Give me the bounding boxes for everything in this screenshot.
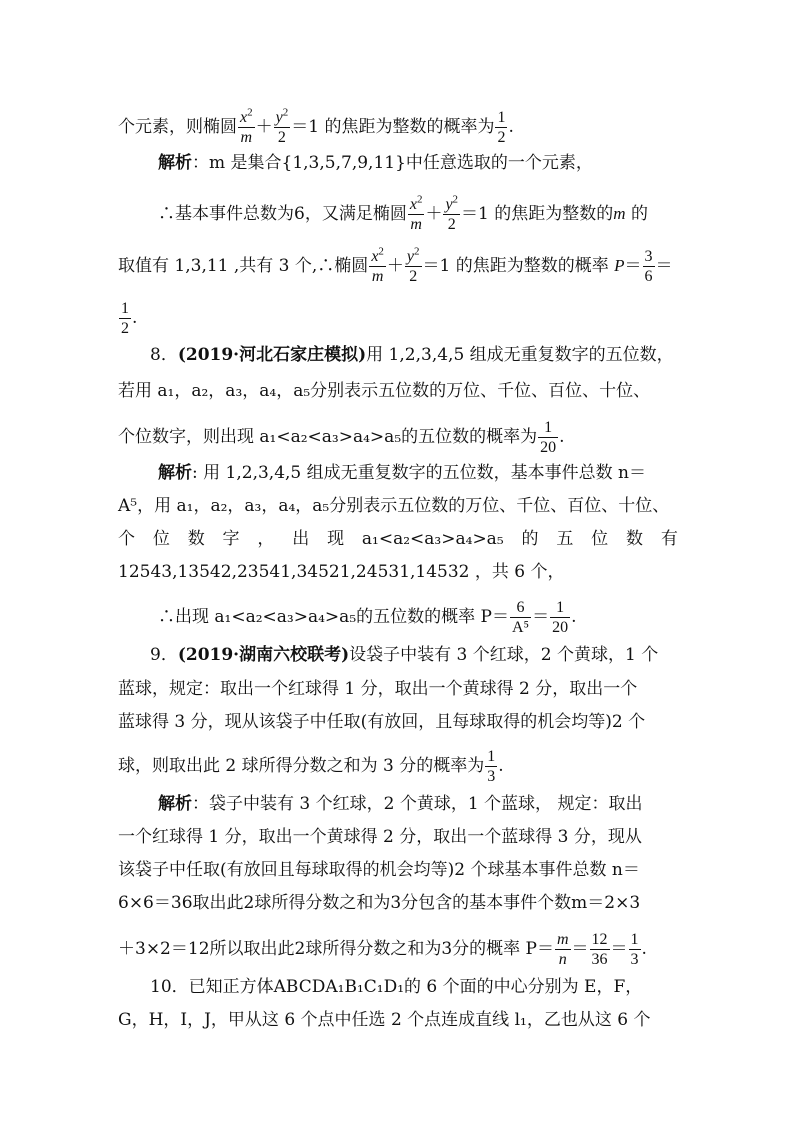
spread-word: 出 bbox=[292, 529, 310, 549]
p8-jiexi-line1: 解析: 用 1,2,3,4,5 组成无重复数字的五位数，基本事件总数 n＝ bbox=[158, 463, 646, 483]
spread-word: 位 bbox=[591, 529, 609, 549]
p7-jiexi-line3: 取值有 1,3,11 ,共有 3 个,∴椭圆 $\frac{x^2}{m}$ ＋ $\frac{y^2}{2}$ ＝1 的焦距为整数的概率 P＝ $\frac{3}{6}$ ＝ bbox=[118, 245, 673, 285]
p9-line3: 蓝球得 3 分，现从该袋子中任取(有放回，且每球取得的机会均等)2 个 bbox=[118, 712, 646, 732]
p9-jiexi-line2: 一个红球得 1 分，取出一个黄球得 2 分，取出一个蓝球得 3 分，现从 bbox=[118, 827, 642, 847]
ellipse-frac-y: $\frac{y^2}{2}$ bbox=[275, 106, 289, 146]
p8-jiexi-line2: A⁵，用 a₁，a₂，a₃，a₄，a₅分别表示五位数的万位、千位、百位、十位、 bbox=[118, 496, 670, 516]
p9-jiexi-line1: 解析：袋子中装有 3 个红球，2 个黄球，1 个蓝球， 规定：取出 bbox=[158, 794, 643, 814]
spread-word: 数 bbox=[626, 529, 644, 549]
spread-word: 字 bbox=[222, 529, 240, 549]
p7-answer: $\frac{1}{2}$ bbox=[497, 109, 506, 146]
spread-word: 位 bbox=[152, 529, 170, 549]
p8-line3: 个位数字，则出现 a₁<a₂<a₃>a₄>a₅的五位数的概率为 $\frac{1}{20}$ . bbox=[118, 419, 565, 456]
p9-jiexi-line3: 该袋子中任取(有放回且每球取得的机会均等)2 个球基本事件总数 n＝ bbox=[118, 860, 640, 880]
p9-line2: 蓝球，规定：取出一个红球得 1 分，取出一个黄球得 2 分，取出一个 bbox=[118, 679, 638, 699]
p8-jiexi-line5: ∴出现 a₁<a₂<a₃>a₄>a₅的五位数的概率 P＝ $\frac{6}{\text{A⁵}}$ ＝ $\frac{1}{20}$ . bbox=[158, 599, 577, 636]
p9-jiexi-line5: ＋3×2＝12所以取出此2球所得分数之和为3分的概率 P＝ $\frac{m}{n}$ ＝ $\frac{12}{36}$ ＝ $\frac{1}{3}$ . bbox=[118, 931, 647, 968]
p9-answer: $\frac{1}{3}$ bbox=[487, 748, 496, 785]
spread-word: 五 bbox=[556, 529, 574, 549]
p10-line2: G，H，I，J，甲从这 6 个点中任选 2 个点连成直线 l₁，乙也从这 6 个 bbox=[118, 1010, 651, 1030]
p7-jiexi-line2: ∴基本事件总数为6，又满足椭圆 $\frac{x^2}{m}$ ＋ $\frac{y^2}{2}$ ＝1 的焦距为整数的m 的 bbox=[158, 193, 648, 233]
p7-jiexi-line1: 解析：m 是集合{1,3,5,7,9,11}中任意选取的一个元素， bbox=[158, 153, 593, 173]
spread-word: ， bbox=[257, 529, 275, 549]
p8-line2: 若用 a₁，a₂，a₃，a₄，a₅分别表示五位数的万位、千位、百位、十位、 bbox=[118, 381, 651, 401]
p7-result: $\frac{1}{2}$ . bbox=[121, 300, 138, 337]
ellipse-frac-x: $\frac{x^2}{m}$ bbox=[240, 106, 253, 146]
spread-word: 数 bbox=[187, 529, 205, 549]
spread-word: 的 bbox=[521, 529, 539, 549]
p8-answer: $\frac{1}{20}$ bbox=[540, 419, 557, 456]
p8-jiexi-line4: 12543,13542,23541,34521,24531,14532 ，共 6 个， bbox=[118, 562, 565, 582]
p7-line1: 个元素，则椭圆 $\frac{x^2}{m}$ ＋ $\frac{y^2}{2}$ ＝1 的焦距为整数的概率为 $\frac{1}{2}$ . bbox=[118, 106, 514, 146]
p8-line1: 8．(2019·河北石家庄模拟)用 1,2,3,4,5 组成无重复数字的五位数， bbox=[150, 345, 674, 365]
spread-word: 有 bbox=[660, 529, 678, 549]
p9-line1: 9．(2019·湖南六校联考)设袋子中装有 3 个红球，2 个黄球，1 个 bbox=[150, 645, 659, 665]
p10-line1: 10．已知正方体ABCDA₁B₁C₁D₁的 6 个面的中心分别为 E，F， bbox=[150, 977, 643, 997]
p8-jiexi-line3 bbox=[118, 529, 678, 549]
spread-word: 个 bbox=[118, 529, 135, 549]
spread-word: 现 bbox=[327, 529, 345, 549]
p9-jiexi-line4: 6×6＝36取出此2球所得分数之和为3分包含的基本事件个数m＝2×3 bbox=[118, 893, 641, 913]
p9-line4: 球，则取出此 2 球所得分数之和为 3 分的概率为 $\frac{1}{3}$ . bbox=[118, 748, 504, 785]
spread-word: a₁<a₂<a₃>a₄>a₅ bbox=[361, 529, 504, 549]
